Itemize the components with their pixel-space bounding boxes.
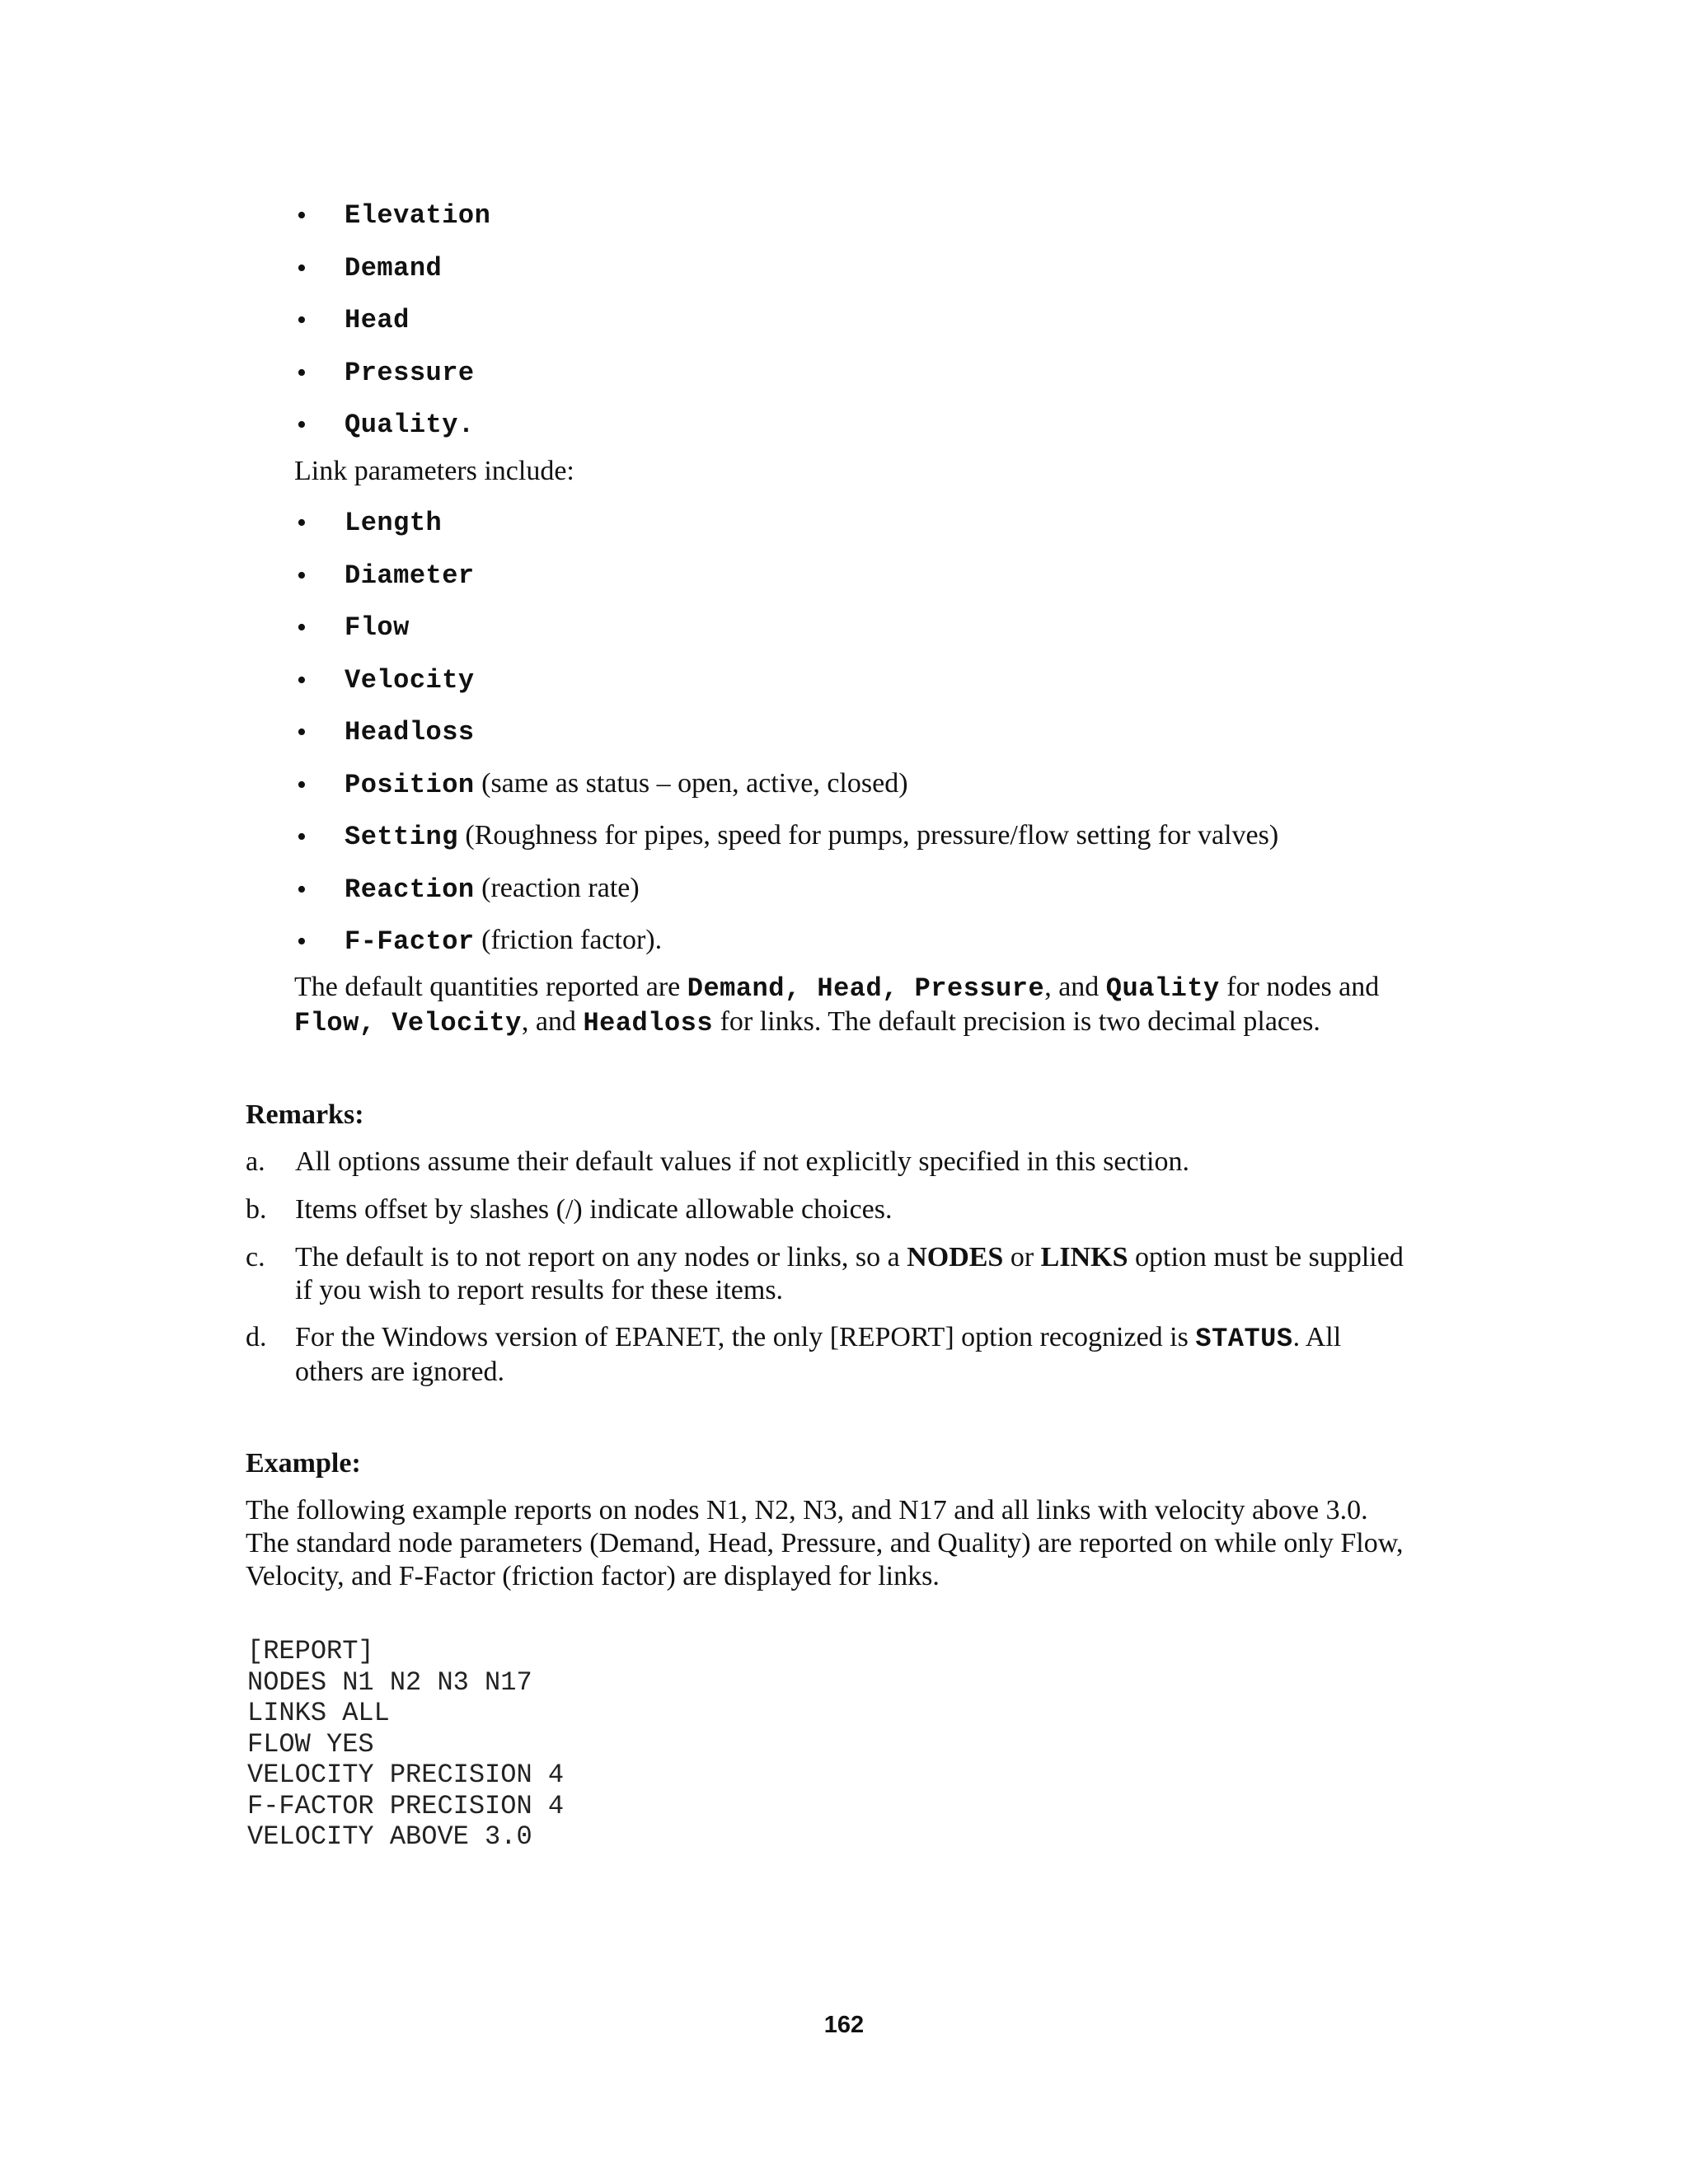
link-param-term: Headloss [345, 717, 475, 748]
remark-text-part: The default is to not report on any nodes or links, so a [295, 1242, 907, 1272]
remark-text [295, 1241, 1416, 1307]
code-line: VELOCITY ABOVE 3.0 [247, 1821, 532, 1852]
code-line: LINKS ALL [247, 1698, 390, 1728]
remark-code: STATUS [1195, 1324, 1293, 1354]
bullet-icon: • [297, 200, 307, 231]
bullet-icon: • [297, 926, 307, 957]
remarks-heading: Remarks: [246, 1099, 364, 1130]
bullet-icon: • [297, 717, 307, 748]
node-param-term: Demand [345, 252, 443, 284]
remark-bold: NODES [907, 1242, 1004, 1272]
defaults-text: for links. The default precision is two decimal places. [713, 1006, 1320, 1037]
code-block [247, 1636, 564, 1853]
bullet-icon: • [297, 508, 307, 538]
bullet-icon: • [297, 612, 307, 643]
remark-letter: b. [246, 1194, 267, 1225]
defaults-paragraph [294, 971, 1448, 1040]
bullet-icon: • [297, 305, 307, 335]
bullet-icon: • [297, 560, 307, 591]
bullet-icon: • [297, 769, 307, 800]
example-heading: Example: [246, 1448, 361, 1479]
remark-text-part: option must be supplied if you wish to report results for these items. [295, 1242, 1404, 1305]
link-param-desc: (friction factor). [481, 925, 663, 955]
example-paragraph: The following example reports on nodes N1, N2, N3, and N17 and all links with velocity above 3.0. The standard node parameters (Demand, Head, Pressure, and Quality) are reported on while only Flow, Velocity, and F-Factor (friction factor) are displayed for links. [246, 1495, 1404, 1591]
node-param-term: Quality. [345, 410, 475, 440]
remark-text-part: or [1003, 1242, 1041, 1272]
node-param-term: Pressure [345, 357, 475, 388]
bullet-icon: • [297, 874, 307, 905]
node-param-term: Elevation [345, 200, 491, 231]
page-number: 162 [823, 2012, 865, 2038]
code-line: [REPORT] [247, 1636, 374, 1666]
link-params-intro: Link parameters include: [294, 456, 574, 486]
node-param-term: Head [345, 305, 410, 335]
remark-text: Items offset by slashes (/) indicate allowable choices. [295, 1194, 893, 1225]
defaults-code: Demand, Head, Pressure [687, 973, 1045, 1004]
remark-bold: LINKS [1040, 1242, 1128, 1272]
bullet-icon: • [297, 664, 307, 696]
defaults-text: , and [1044, 972, 1106, 1002]
remark-item [246, 1146, 1416, 1179]
defaults-code: Quality [1105, 973, 1220, 1004]
defaults-text: , and [521, 1006, 584, 1037]
bullet-icon: • [297, 822, 307, 852]
code-line: VELOCITY PRECISION 4 [247, 1760, 565, 1790]
bullet-icon: • [297, 252, 307, 284]
defaults-code: Headloss [583, 1008, 714, 1038]
bullet-icon: • [297, 357, 307, 388]
link-param-term: Position [345, 769, 475, 800]
link-param-desc: (reaction rate) [474, 872, 640, 903]
code-line: NODES N1 N2 N3 N17 [247, 1666, 532, 1698]
link-param-desc: (Roughness for pipes, speed for pumps, pressure/flow setting for valves) [465, 820, 1279, 851]
remark-letter: c. [246, 1242, 265, 1272]
link-param-term: Flow [345, 612, 410, 643]
link-param-desc: (same as status – open, active, closed) [474, 767, 908, 799]
link-param-term: F-Factor [345, 926, 475, 957]
code-line: FLOW YES [247, 1728, 374, 1760]
defaults-code: Flow, Velocity [294, 1008, 522, 1038]
link-param-term: Diameter [345, 560, 475, 591]
remark-letter: a. [246, 1146, 265, 1177]
remark-text [295, 1321, 1416, 1389]
defaults-text: The default quantities reported are [294, 972, 687, 1002]
bullet-icon: • [297, 410, 307, 440]
link-param-term: Velocity [345, 664, 475, 696]
link-param-term: Length [345, 508, 443, 538]
remark-item [246, 1241, 1416, 1307]
remark-letter: d. [246, 1322, 267, 1352]
remark-item [246, 1321, 1416, 1389]
code-line: F-FACTOR PRECISION 4 [247, 1790, 565, 1821]
remark-text: All options assume their default values if not explicitly specified in this section. [295, 1146, 1189, 1177]
remark-item [246, 1193, 1416, 1226]
remark-text-part: For the Windows version of EPANET, the only [REPORT] option recognized is [295, 1322, 1196, 1352]
remark-text-part: . All others are ignored. [295, 1322, 1342, 1387]
defaults-text: for nodes and [1219, 972, 1380, 1002]
link-param-term: Setting [345, 822, 458, 852]
link-param-term: Reaction [345, 874, 475, 905]
